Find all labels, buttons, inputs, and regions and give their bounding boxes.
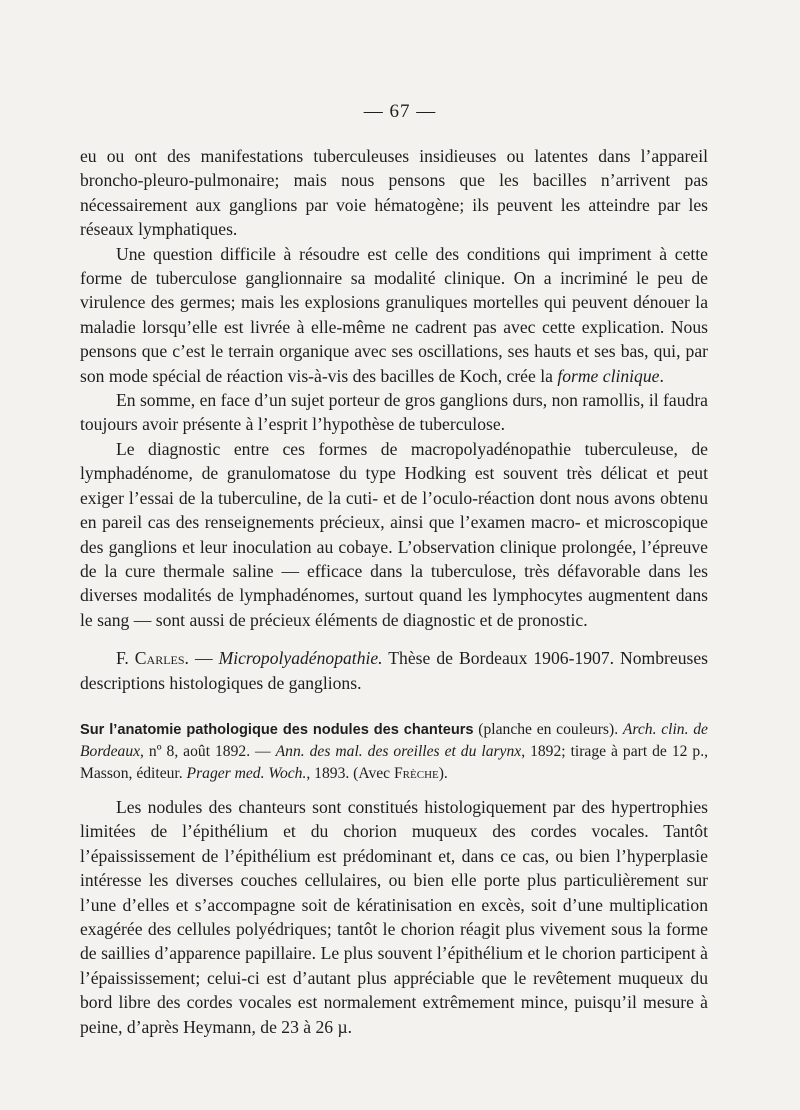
entry-citation-2: , 1892; tirage à part de 12 p., Masson, éditeur. bbox=[80, 742, 708, 782]
forme-clinique-emphasis: forme clinique bbox=[557, 365, 660, 386]
entry-coauthor: Frèche bbox=[394, 764, 439, 782]
entry-note: (planche en couleurs). bbox=[473, 720, 623, 738]
body-text bbox=[80, 144, 708, 1039]
reference-title: Micropolyadénopathie. bbox=[218, 648, 383, 669]
paragraph-3: En somme, en face d’un sujet porteur de gros ganglions durs, non ramollis, il faudra toujours avoir présente à l’esprit l’hypothèse de tuberculose. bbox=[80, 390, 708, 435]
entry-journal-2: Ann. des mal. des oreilles et du larynx bbox=[275, 742, 522, 760]
entry-citation-3: , 1893. (Avec bbox=[306, 764, 394, 782]
paragraph-2-text: Une question difficile à résoudre est celle des conditions qui impriment à cette forme de tuberculose ganglionnaire sa modalité clinique. On a incriminé le peu de virulence des germes; mais les explosions granuliques mortelles qui peuvent dénouer la maladie lorsqu’elle est livrée à elle-même ne cadrent pas avec cette explication. Nous pensons que c’est le terrain organique avec ses oscillations, ses hauts et ses bas, qui, par son mode spécial de réaction vis-à-vis des bacilles de Koch, crée la bbox=[80, 243, 708, 386]
reference-dash: — bbox=[188, 648, 219, 669]
page-number: — 67 — bbox=[363, 101, 437, 122]
reference-author: F. Carles. bbox=[116, 648, 189, 669]
paragraph-1: eu ou ont des manifestations tuberculeuses insidieuses ou latentes dans l’appareil broncho-pleuro-pulmonaire; mais nous pensons que les bacilles n’arrivent pas nécessairement aux ganglions par voie hématogène; ils peuvent les atteindre par les réseaux lymphatiques. bbox=[80, 146, 708, 240]
bibliographic-reference bbox=[80, 646, 708, 695]
paragraph-4: Le diagnostic entre ces formes de macropolyadénopathie tuberculeuse, de lymphadénome, de granulomatose du type Hodking est souvent très délicat et peut exiger l’essai de la tuberculine, de la cuti- et de l’oculo-réaction dont nous avons obtenu en pareil cas des renseignements précieux, ainsi que l’examen macro- et microscopique des ganglions et leur inoculation au cobaye. L’observation clinique prolongée, l’épreuve de la cure thermale saline — efficace dans la tuberculose, très défavorable dans les diverses modalités de lymphadénomes, surtout quand les lymphocytes augmentent dans le sang — sont aussi de précieux éléments de diagnostic et de pronostic. bbox=[80, 438, 708, 630]
paragraph-2-period: . bbox=[659, 365, 664, 386]
paragraph-2 bbox=[80, 242, 708, 388]
entry-citation-1: , nº 8, août 1892. — bbox=[140, 742, 276, 760]
closing-paragraph: Les nodules des chanteurs sont constitués histologiquement par des hypertrophies limitées de l’épithélium et du chorion muqueux des cordes vocales. Tantôt l’épaississement de l’épithélium est prédominant et, dans ce cas, ou bien l’hyperplasie intéresse les diverses couches cellulaires, ou bien elle porte plus particulièrement sur l’une d’elles et s’accompagne soit de kératinisation en excès, soit d’une multiplication exagérée des cellules polyédriques; tantôt le chorion réagit plus vivement sous la forme de saillies d’apparence papillaire. Le plus souvent l’épithélium et le chorion participent à l’épaississement; celui-ci est d’autant plus appréciable que le revêtement muqueux du bord libre des cordes vocales est normalement extrêmement mince, puisqu’il mesure à peine, d’après Heymann, de 23 à 26 µ. bbox=[80, 796, 708, 1037]
publication-entry bbox=[80, 719, 708, 785]
entry-journal-1: Arch. clin. de Bordeaux bbox=[80, 720, 708, 760]
entry-journal-3: Prager med. Woch. bbox=[186, 764, 307, 782]
reference-details: Thèse de Bordeaux 1906-1907. Nombreuses descriptions histologiques de ganglions. bbox=[80, 648, 708, 693]
entry-citation-4: ). bbox=[438, 764, 448, 782]
entry-title: Sur l’anatomie pathologique des nodules des chanteurs bbox=[80, 721, 474, 738]
